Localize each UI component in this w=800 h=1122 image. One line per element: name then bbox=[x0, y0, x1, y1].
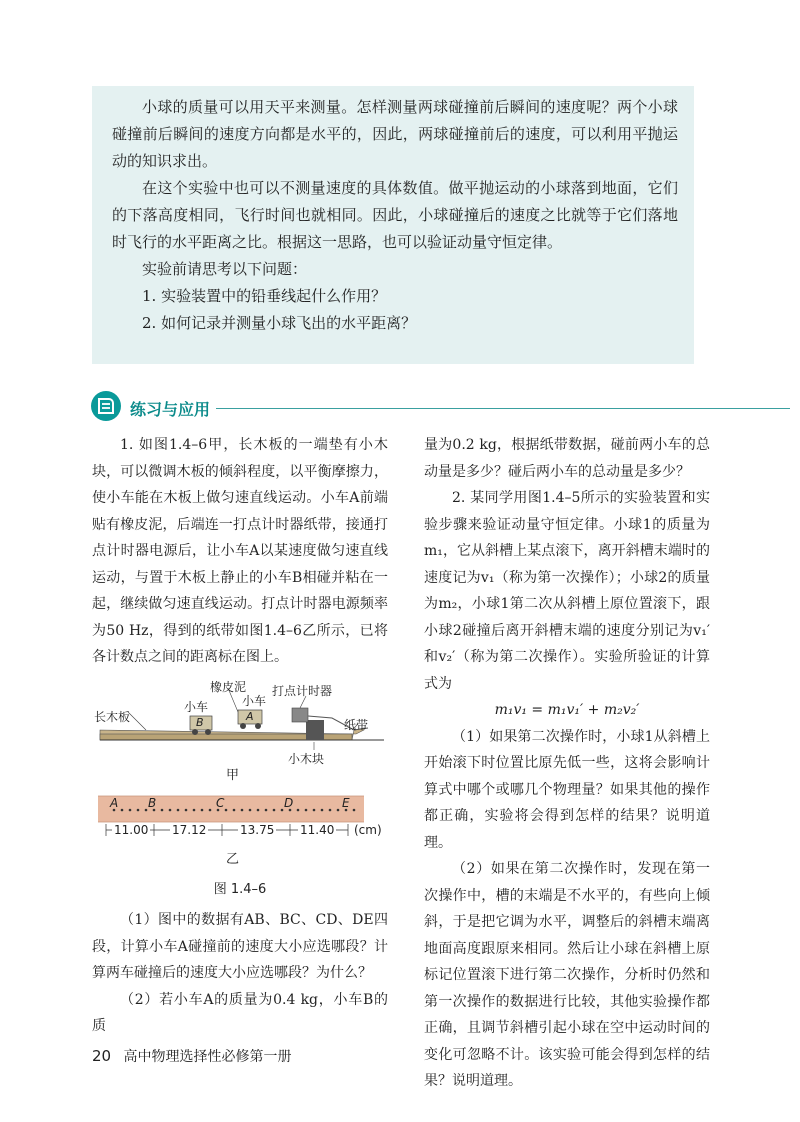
distance-bc: 17.12 bbox=[172, 823, 207, 837]
section-title: 练习与应用 bbox=[130, 400, 211, 419]
label-a: A bbox=[246, 710, 254, 723]
book-title: 高中物理选择性必修第一册 bbox=[123, 1049, 292, 1065]
label-board: 长木板 bbox=[94, 710, 131, 724]
momentum-formula: m₁v₁ = m₁v₁′ + m₂v₂′ bbox=[494, 702, 640, 718]
distance-unit: (cm) bbox=[354, 823, 382, 837]
label-car-b: 小车 bbox=[184, 700, 209, 714]
left-column bbox=[92, 432, 388, 671]
exercise-1-text: 1. 如图1.4–6甲，长木板的一端垫有小木块，可以微调木板的倾斜程度，以平衡摩擦力，使小车能在木板上做匀速直线运动。小车A前端贴有橡皮泥，后端连一打点计时器纸带，接通打点计时器电源后，让小车A以某速度做匀速直线运动，与置于木板上静止的小车B相碰并粘在一起，继续做匀速直线运动。打点计时器电源频率为50 Hz，得到的纸带如图1.4–6乙所示，已将各计数点之间的距离标在图上。 bbox=[92, 437, 388, 665]
exercise-1-question-1: （1）图中的数据有AB、BC、CD、DE四段，计算小车A碰撞前的速度大小应选哪段？计算两车碰撞后的速度大小应选哪段？为什么？ bbox=[92, 912, 388, 981]
label-tape: 纸带 bbox=[344, 718, 369, 732]
exercise-1-question-2-continued: 量为0.2 kg，根据纸带数据，碰前两小车的总动量是多少？碰后两小车的总动量是多少？ bbox=[424, 437, 710, 480]
tape-point-e: E bbox=[342, 796, 350, 810]
exercise-icon bbox=[90, 390, 122, 422]
figure-1-4-6 bbox=[92, 678, 388, 898]
label-jia: 甲 bbox=[226, 768, 240, 783]
apparatus-diagram bbox=[92, 678, 388, 878]
figure-caption: 图 1.4–6 bbox=[213, 882, 267, 897]
exercise-2-question-1: （1）如果第二次操作时，小球1从斜槽上开始滚下时位置比原先低一些，这将会影响计算式中哪个或哪几个物理量？如果其他的操作都正确，实验将会得到怎样的结果？说明道理。 bbox=[424, 728, 710, 851]
label-b: B bbox=[196, 716, 204, 729]
label-block: 小木块 bbox=[288, 752, 325, 766]
distance-cd: 13.75 bbox=[240, 823, 275, 837]
right-column bbox=[424, 432, 710, 1095]
label-yi: 乙 bbox=[226, 852, 240, 867]
tape-point-d: D bbox=[284, 796, 294, 810]
intro-paragraph-3: 实验前请思考以下问题： bbox=[142, 260, 308, 278]
left-column-bottom bbox=[92, 907, 388, 1040]
exercise-2-text: 2. 某同学用图1.4–5所示的实验装置和实验步骤来验证动量守恒定律。小球1的质量为m₁，它从斜槽上某点滚下，离开斜槽末端时的速度记为v₁（称为第一次操作）；小球2的质量为m₂，小球1第二次从斜槽上原位置滚下，跟小球2碰撞后离开斜槽末端的速度分别记为v₁′和v₂′（称为第二次操作）。实验所验证的计算式为 bbox=[424, 490, 710, 692]
intro-question-2: 2. 如何记录并测量小球飞出的水平距离？ bbox=[142, 314, 417, 332]
section-header bbox=[90, 388, 790, 428]
distance-de: 11.40 bbox=[300, 823, 335, 837]
intro-question-1: 1. 实验装置中的铅垂线起什么作用？ bbox=[142, 287, 387, 305]
label-timer: 打点计时器 bbox=[272, 684, 333, 698]
intro-paragraph-2: 在这个实验中也可以不测量速度的具体数值。做平抛运动的小球落到地面，它们的下落高度相同，飞行时间也就相同。因此，小球碰撞后的速度之比就等于它们落地时飞行的水平距离之比。根据这一思路，也可以验证动量守恒定律。 bbox=[112, 179, 678, 251]
exercise-1-question-2: （2）若小车A的质量为0.4 kg，小车B的质 bbox=[92, 991, 388, 1034]
page-footer bbox=[92, 1046, 292, 1066]
exercise-2-question-2: （2）如果在第二次操作时，发现在第一次操作中，槽的末端是不水平的，有些向上倾斜，于是把它调为水平，调整后的斜槽末端离地面高度跟原来相同。然后让小球在斜槽上原标记位置滚下进行第二次操作，分析时仍然和第一次操作的数据进行比较，其他实验操作都正确，且调节斜槽引起小球在空中运动时间的变化可忽略不计。该实验可能会得到怎样的结果？说明道理。 bbox=[424, 861, 710, 1089]
page-number: 20 bbox=[92, 1047, 112, 1065]
tape-point-c: C bbox=[216, 796, 225, 810]
tape-point-a: A bbox=[110, 796, 119, 810]
intro-box bbox=[92, 86, 694, 364]
label-putty: 橡皮泥 bbox=[210, 680, 247, 694]
tape-point-b: B bbox=[148, 796, 157, 810]
distance-ab: 11.00 bbox=[114, 823, 149, 837]
section-divider bbox=[216, 408, 790, 409]
label-car-a: 小车 bbox=[242, 694, 267, 708]
intro-paragraph-1: 小球的质量可以用天平来测量。怎样测量两球碰撞前后瞬间的速度呢？两个小球碰撞前后瞬间的速度方向都是水平的，因此，两球碰撞前后的速度，可以利用平抛运动的知识求出。 bbox=[112, 98, 678, 170]
